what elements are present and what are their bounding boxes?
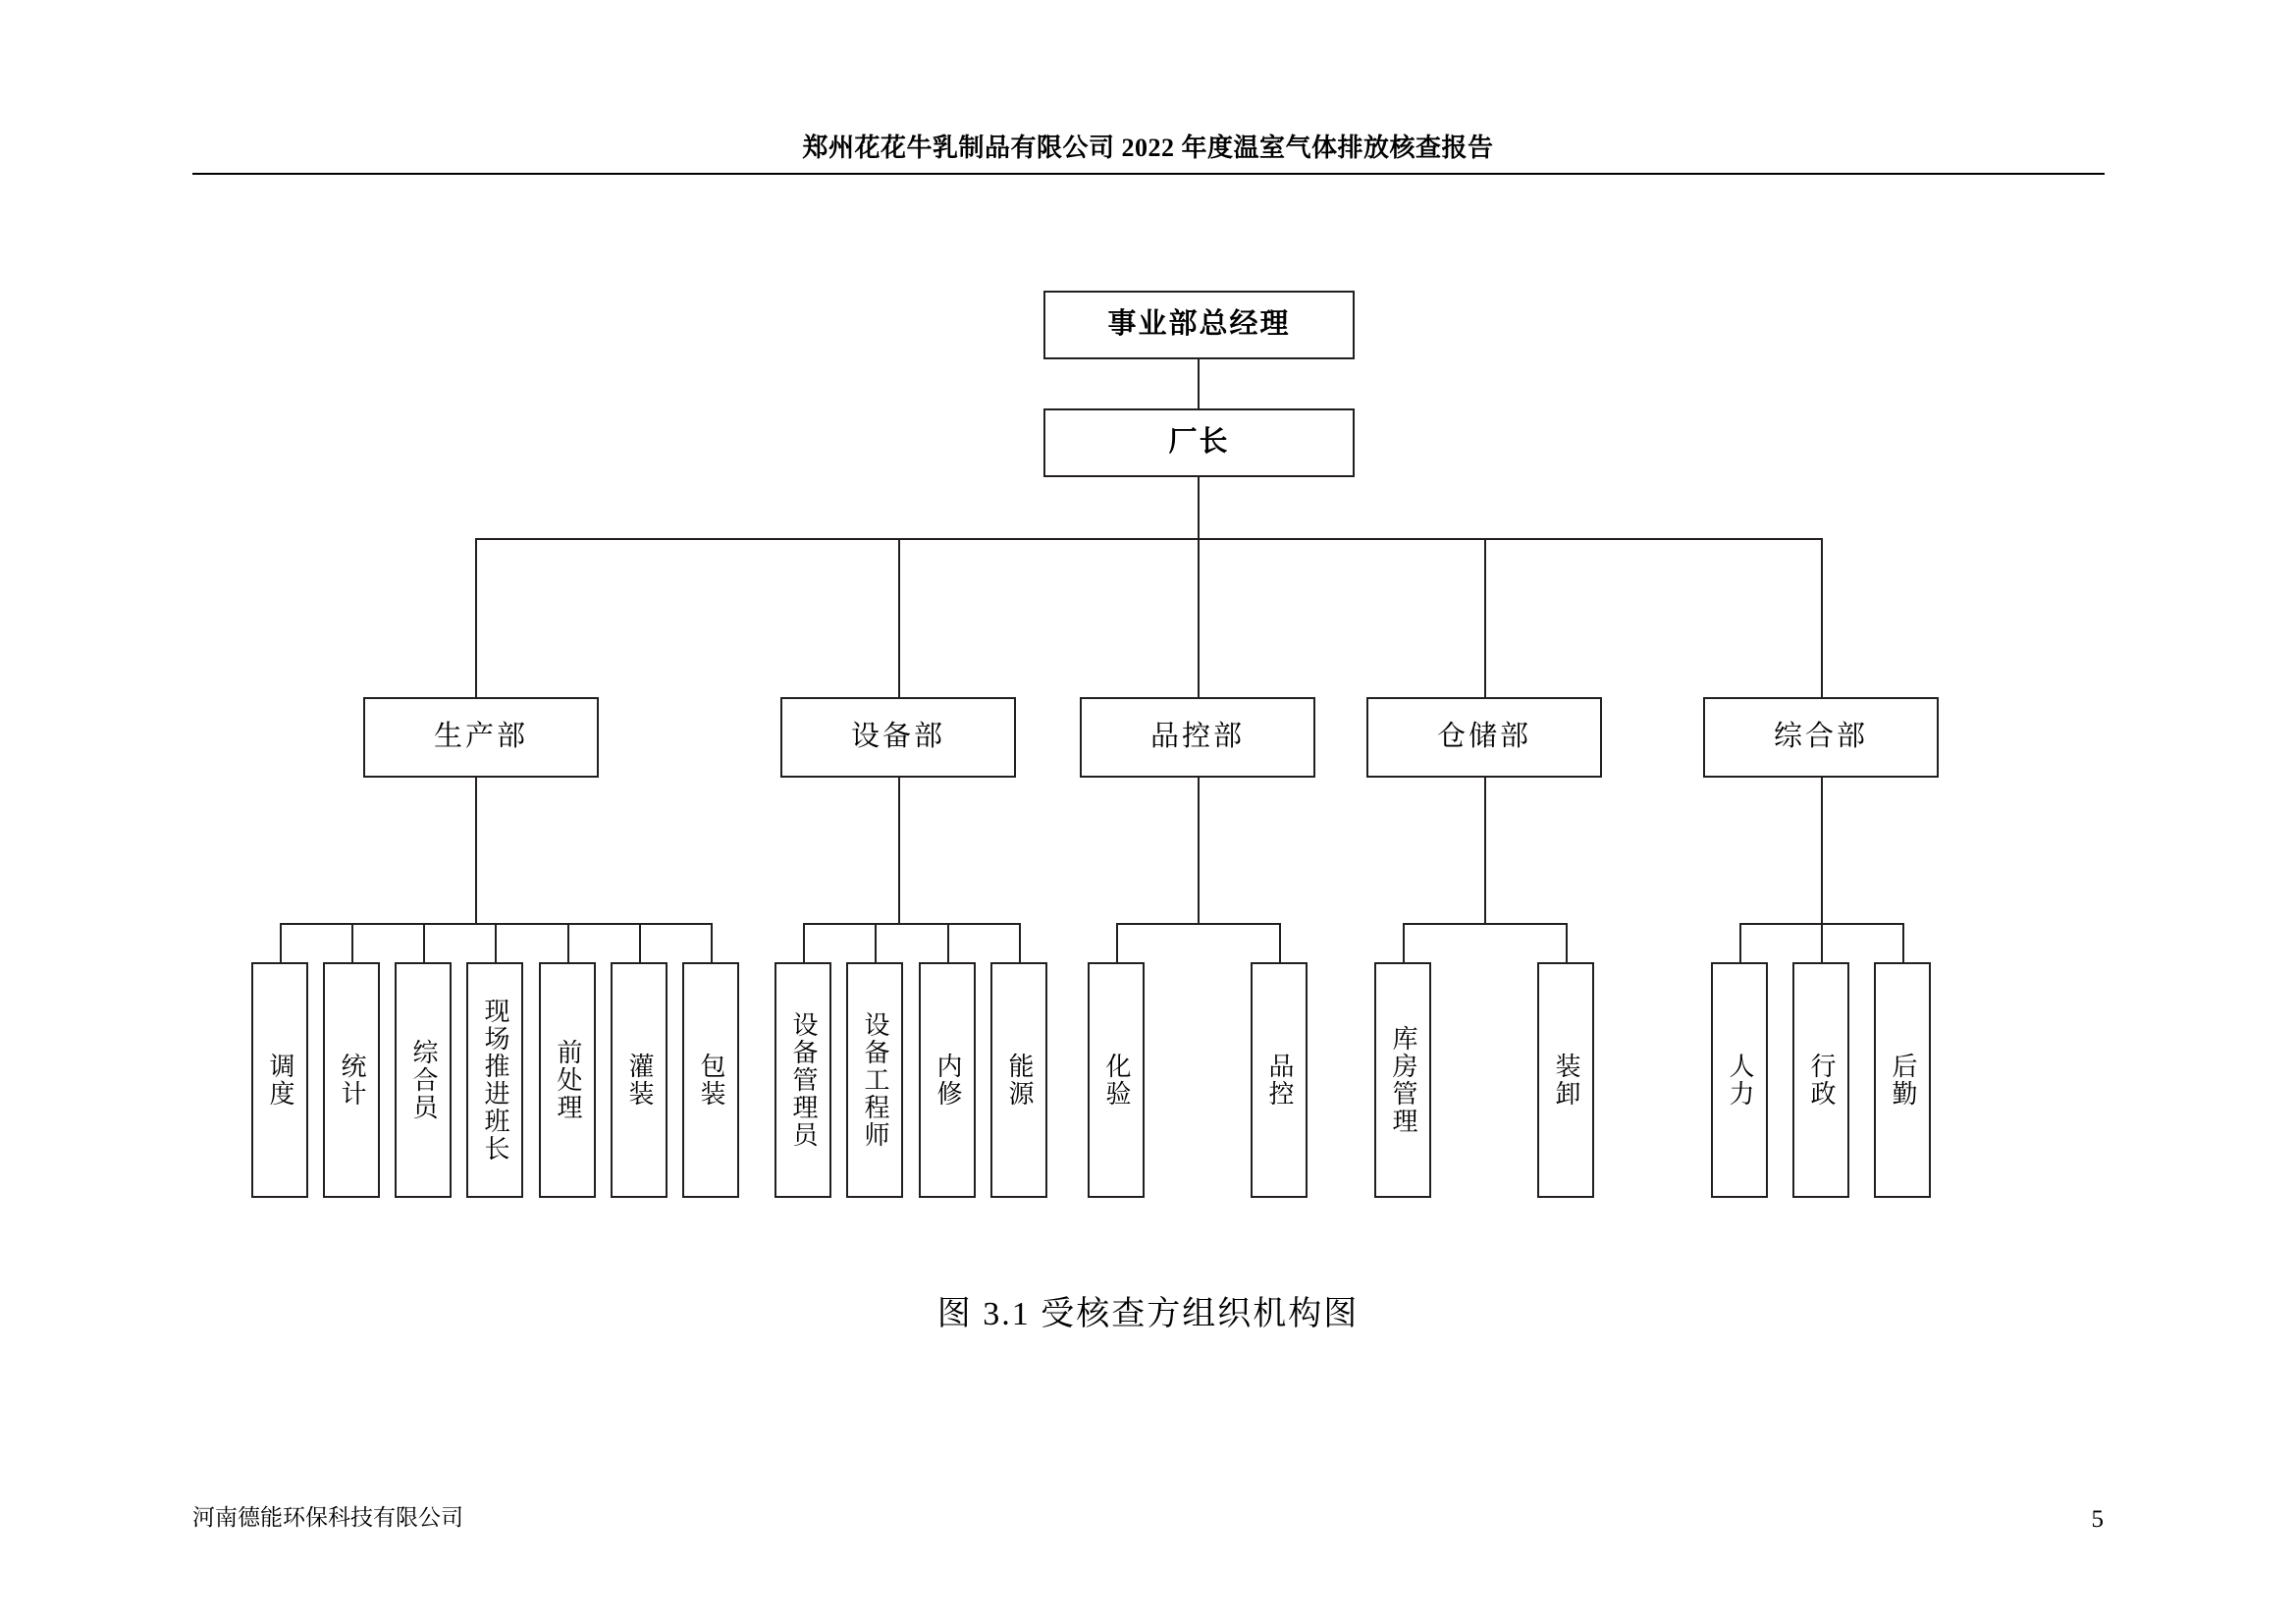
edge-d1-p4 [495, 923, 497, 962]
edge-d4-w1 [1403, 923, 1405, 962]
edge-dept-bus [475, 538, 1821, 540]
edge-d2-drop [898, 778, 900, 923]
edge-d3-drop [1198, 778, 1200, 923]
node-packaging: 包装 [682, 962, 739, 1198]
edge-gm-factory [1198, 359, 1200, 408]
page-header: 郑州花花牛乳制品有限公司 2022 年度温室气体排放核查报告 [802, 134, 1494, 162]
edge-d3-q2 [1279, 923, 1281, 962]
footer-company: 河南德能环保科技有限公司 [192, 1504, 463, 1530]
edge-bus-d3 [1198, 538, 1200, 697]
edge-d2-bus [803, 923, 1020, 925]
node-statistics: 统计 [323, 962, 380, 1198]
edge-d4-bus [1403, 923, 1566, 925]
node-equipment-manager: 设备管理员 [774, 962, 831, 1198]
edge-d5-drop [1821, 778, 1823, 923]
node-quality-dept: 品控部 [1080, 697, 1315, 778]
node-warehouse-management: 库房管理 [1374, 962, 1431, 1198]
node-production-dept: 生产部 [363, 697, 599, 778]
edge-d1-p3 [423, 923, 425, 962]
edge-bus-d5 [1821, 538, 1823, 697]
node-quality-control: 品控 [1251, 962, 1308, 1198]
node-scheduling: 调度 [251, 962, 308, 1198]
node-logistics: 后勤 [1874, 962, 1931, 1198]
edge-d1-p7 [711, 923, 713, 962]
edge-d1-p5 [567, 923, 569, 962]
edge-d2-e3 [947, 923, 949, 962]
page-number: 5 [2091, 1506, 2104, 1533]
node-human-resources: 人力 [1711, 962, 1768, 1198]
edge-d2-e1 [803, 923, 805, 962]
node-general-clerk: 综合员 [395, 962, 452, 1198]
edge-d2-e4 [1019, 923, 1021, 962]
node-loading-unloading: 装卸 [1537, 962, 1594, 1198]
node-pretreatment: 前处理 [539, 962, 596, 1198]
node-warehouse-dept: 仓储部 [1366, 697, 1602, 778]
edge-d4-drop [1484, 778, 1486, 923]
edge-d3-q1 [1116, 923, 1118, 962]
edge-d1-p6 [639, 923, 641, 962]
node-filling: 灌装 [611, 962, 667, 1198]
node-energy: 能源 [990, 962, 1047, 1198]
edge-d2-e2 [875, 923, 877, 962]
node-internal-repair: 内修 [919, 962, 976, 1198]
edge-d1-p1 [280, 923, 282, 962]
edge-d4-w2 [1566, 923, 1568, 962]
edge-d5-g2 [1821, 923, 1823, 962]
node-gm: 事业部总经理 [1043, 291, 1355, 359]
edge-d5-g3 [1902, 923, 1904, 962]
node-lab-test: 化验 [1088, 962, 1145, 1198]
node-site-shift-leader: 现场推进班长 [466, 962, 523, 1198]
edge-d1-p2 [351, 923, 353, 962]
edge-d1-drop [475, 778, 477, 923]
edge-d3-bus [1116, 923, 1279, 925]
edge-d5-g1 [1739, 923, 1741, 962]
node-general-dept: 综合部 [1703, 697, 1939, 778]
figure-caption: 图 3.1 受核查方组织机构图 [936, 1296, 1360, 1332]
edge-bus-d2 [898, 538, 900, 697]
node-equipment-engineer: 设备工程师 [846, 962, 903, 1198]
node-factory: 厂长 [1043, 408, 1355, 477]
edge-factory-bus-drop [1198, 477, 1200, 538]
node-equipment-dept: 设备部 [780, 697, 1016, 778]
edge-bus-d1 [475, 538, 477, 697]
edge-bus-d4 [1484, 538, 1486, 697]
node-administration: 行政 [1792, 962, 1849, 1198]
